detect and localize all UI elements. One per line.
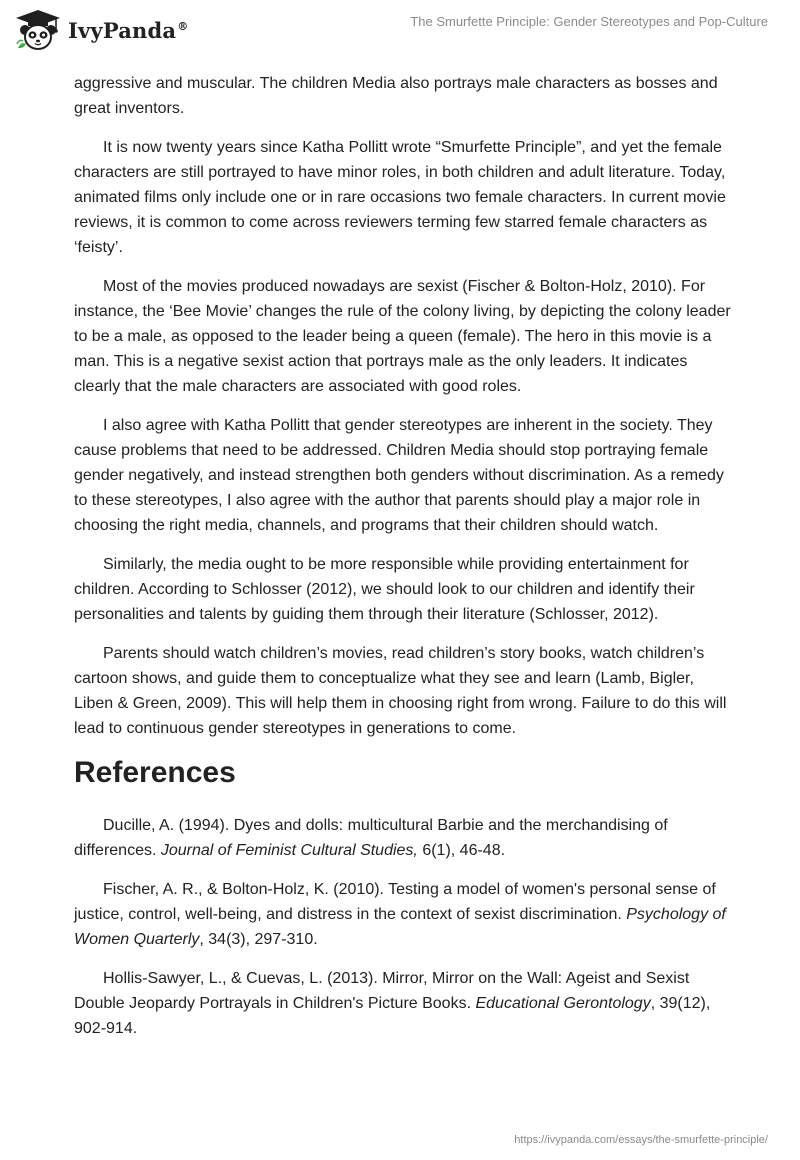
reference-item: Fischer, A. R., & Bolton-Holz, K. (2010). Testing a model of women's personal sense of justice, control, well-being, and distress in the context of sexist discrimination. Psychology of Women Quarterly, 34(3), 297-310. xyxy=(74,881,726,948)
paragraph: Most of the movies produced nowadays are sexist (Fischer & Bolton-Holz, 2010). For instance, the ‘Bee Movie’ changes the rule of the colony living, by depicting the colony leader to be a male, as opposed to the leader being a queen (female). The hero in this movie is a man. This is a negative sexist action that portrays male as the only leaders. It indicates clearly that the male characters are associated with good roles. xyxy=(74,278,731,395)
page-header xyxy=(0,0,800,62)
paragraph-continued: aggressive and muscular. The children Media also portrays male characters as bosses and great inventors. xyxy=(74,75,718,117)
essay-content xyxy=(74,71,734,1055)
journal-title: Journal of Feminist Cultural Studies, xyxy=(160,842,418,859)
reference-item: Ducille, A. (1994). Dyes and dolls: multicultural Barbie and the merchandising of differences. Journal of Feminist Cultural Studies, 6(1), 46-48. xyxy=(74,817,668,859)
paragraph: It is now twenty years since Katha Pollitt wrote “Smurfette Principle”, and yet the female characters are still portrayed to have minor roles, in both children and adult literature. Today, animated films only include one or in rare occasions two female characters. In current movie reviews, it is common to come across reviewers terming few starred female characters as ‘feisty’. xyxy=(74,139,726,256)
paragraph: I also agree with Katha Pollitt that gender stereotypes are inherent in the society. They cause problems that need to be addressed. Children Media should stop portraying female gender negatively, and instead strengthen both genders without discrimination. As a remedy to these stereotypes, I also agree with the author that parents should play a major role in choosing the right media, channels, and programs that their children should watch. xyxy=(74,417,724,534)
references-heading: References xyxy=(74,756,236,789)
brand-logo[interactable] xyxy=(14,8,188,52)
journal-title: Educational Gerontology xyxy=(475,995,651,1012)
paragraph: Parents should watch children’s movies, read children’s story books, watch children’s cartoon shows, and guide them to conceptualize what they see and learn (Lamb, Bigler, Liben & Green, 2009). This will help them in choosing right from wrong. Failure to do this will lead to continuous gender stereotypes in generations to come. xyxy=(74,645,727,737)
document-title: The Smurfette Principle: Gender Stereotypes and Pop-Culture xyxy=(410,14,768,29)
brand-name: IvyPanda® xyxy=(68,17,189,43)
reference-item: Hollis-Sawyer, L., & Cuevas, L. (2013). Mirror, Mirror on the Wall: Ageist and Sexist Double Jeopardy Portrayals in Children's Picture Books. Educational Gerontology, 39(12), 902-914. xyxy=(74,970,711,1037)
panda-graduate-icon xyxy=(14,8,62,52)
journal-title: Psychology of Women Quarterly xyxy=(74,906,726,948)
source-url[interactable]: https://ivypanda.com/essays/the-smurfette-principle/ xyxy=(514,1134,768,1146)
paragraph: Similarly, the media ought to be more responsible while providing entertainment for children. According to Schlosser (2012), we should look to our children and identify their personalities and talents by guiding them through their literature (Schlosser, 2012). xyxy=(74,556,695,623)
